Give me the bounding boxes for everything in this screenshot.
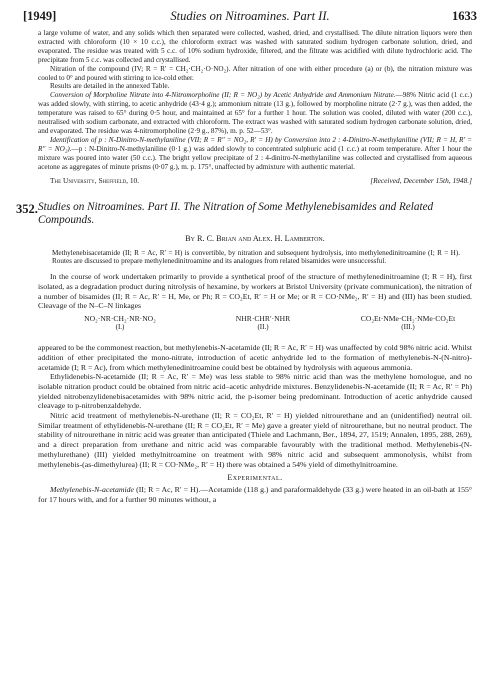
- nitration-paragraph: Nitration of the compound (IV; R = R′ = CH₂·CH₂·O·NO₂). After nitration of one with either procedure (a) or (b), the nitration mixture was cooled to 0° and poured with stirring to ice-cold ether.: [38, 64, 472, 82]
- formula-ii-label: (II.): [257, 323, 269, 332]
- experimental-text: (II; R = Ac, R′ = H).—Acetamide (118 g.) and paraformaldehyde (33 g.) were heated in an oil-bath at 155° for 17 hours with, and for a further 90 minutes without, a: [38, 485, 472, 504]
- article-title-block: [16, 200, 472, 228]
- experimental-compound: Methylenebis-N-acetamide: [50, 485, 134, 495]
- intro-paragraph: a large volume of water, and any solids which then separated were collected, washed, dried, and crystallised. The dilute nitration liquors were then extracted with chloroform (10 × 10 c.c.), the chloroform extract was washed with saturated sodium hydrogen carbonate solution, dried, and evaporated. The residue was treated with 5 c.c. of 10% sodium hydroxide, filtered, and the filtrate was acidified with dilute hydrochloric acid. The precipitate from 5 c.c. was collected and crystallised.: [38, 29, 472, 64]
- page-number: 1633: [452, 9, 477, 23]
- formula-i: [60, 314, 180, 332]
- formula-iii-label: (III.): [401, 323, 415, 332]
- formula-i-label: (I.): [115, 323, 125, 332]
- formula-iii-text: CO₂Et·NMe·CH₂·NMe·CO₂Et: [360, 314, 456, 324]
- received-date: [Received, December 15th, 1948.]: [370, 175, 472, 185]
- page-body: [16, 29, 473, 505]
- experimental-paragraph: [38, 485, 472, 504]
- identification-text: —p : N-Dinitro-N-methylaniline (0·1 g.) was added slowly to concentrated sulphuric acid (1 c.c.) at room temperature. After 1 hour the mixture was poured into water (50 c.c.). The bright yellow precipitate of 2 : 4-dinitro-N-methylaniline was collected and crystallised from aqueous acetone as aggregates of minute prisms (0·07 g.), m. p. 175°, unaffected by admixture with authentic material.: [38, 144, 472, 171]
- formula-i-text: NO₂·NR·CH₂·NR·NO₂: [84, 314, 156, 324]
- body-paragraph-4: Nitric acid treatment of methylenebis-N-urethane (II; R = CO₂Et, R′ = H) yielded nitrourethane and an (unidentified) neutral oil. Similar treatment of ethylidenebis-N-urethane (II; R = CO₂Et, R′ = Me) gave a greater yield of nitrourethane, but no neutral product. The stability of nitrourethane in nitric acid was greater than anticipated (Thiele and Lachmann, Ber., 1894, 27, 1519; Annalen, 1895, 288, 269), and a direct preparation from urethane and nitric acid was comparable favourably with the traditional method. Methylenebis-(N-methylurethane) (III) yielded methylnitroamine on treatment with 98% nitric acid and subsequent ammonolysis, whilst from methylenebis-(as-dimethylurea) (II; R = CO·NMe₂, R′ = H) there was obtained a 54% yield of dimethylnitroamine.: [38, 411, 472, 469]
- morpholine-paragraph: [38, 91, 472, 136]
- morpholine-heading: Conversion of Morpholine Nitrate into 4-Nitromorpholine (II; R = NO₂) by Acetic Anhydride and Ammonium Nitrate.: [50, 91, 396, 100]
- article-authors: By R. C. Brian and Alex. H. Lamberton.: [185, 233, 325, 243]
- running-title: Studies on Nitroamines. Part II.: [170, 9, 330, 23]
- morpholine-text: —98% Nitric acid (1 c.c.) was added slowly, with stirring, to acetic anhydride (43·4 g.); ammonium nitrate (13 g.), followed by morpholine nitrate (2·7 g.), was then added, the temperature was raised to 65° during 0·5 hour, and maintained at 65° for a further 1 hour. The solution was cooled, diluted with water (200 c.c.), neutralised with sodium carbonate, and extracted with chloroform. The extract was washed with saturated sodium hydrogen carbonate solution, dried, and evaporated. The residue was 4-nitromorpholine (2·9 g., 87%), m. p. 52—53°.: [38, 91, 473, 135]
- article-title: Studies on Nitroamines. Part II. The Nitration of Some Methylenebisamides and Related Compounds.: [38, 200, 434, 226]
- institution: The University, Sheffield, 10.: [50, 175, 140, 185]
- page-header: [23, 9, 477, 25]
- identification-paragraph: [38, 136, 472, 172]
- body-paragraph-3: Ethylidenebis-N-acetamide (II; R = Ac, R′ = Me) was less stable to 98% nitric acid than was the methylene homologue, and no isolable nitration product could be obtained from nitric acid–acetic anhydride mixtures. Benzylidenebis-N-acetamide (II; R = Ac, R′ = Ph) yielded nitrobenzylidenebisacetamides with 98% nitric acid, the p-isomer being predominant. Introduction of acetic anhydride caused cleavage to p-nitrobenzaldehyde.: [38, 372, 472, 411]
- affiliation-line: [38, 176, 472, 186]
- formula-row: [38, 314, 472, 342]
- body-paragraph-2: appeared to be the commonest reaction, but methylenebis-N-acetamide (II; R = Ac, R′ = H) was unaffected by cold 98% nitric acid. Whilst addition of ether precipitated the mono-nitrate, introduction of acetic anhydride led to the formation of methylenebis-N-(N-nitro)-acetamide (I; R = Ac), from which methylenedinitroamine could best be obtained by hydrolysis with aqueous ammonia.: [38, 343, 472, 372]
- abstract: Methylenebisacetamide (II; R = Ac, R′ = H) is convertible, by nitration and subsequent hydrolysis, into methylenedinitroamine (I; R = H). Routes are discussed to prepare methylenedinitroamine and its analogues from related bisamides were unsuccessful.: [52, 248, 460, 266]
- body-paragraph-1: In the course of work undertaken primarily to provide a synthetical proof of the structure of methylenedinitroamine (I; R = H), first isolated, as a degradation product during nitrolysis of hexamine, by workers at Bristol University (private communication), the nitration of a number of bisamides (II; R = Ac, R′ = H, Me, or Ph; R = CO₂Et, R′ = H or Me; or R = CO·NMe₂, R′ = H) and (III) has been studied. Cleavage of the N–C–N linkages: [38, 272, 472, 311]
- section-heading: Experimental.: [227, 473, 283, 483]
- formula-ii: [213, 314, 313, 332]
- journal-year: [1949]: [23, 9, 57, 23]
- identification-heading: Identification of p : N-Dinitro-N-methylaniline (VII; R = R″ = NO₂, R′ = H) by Conversion into 2 : 4-Dinitro-N-methylaniline (VII; R = H, R′ = R″ = NO₂).: [38, 135, 472, 153]
- formula-ii-text: NHR·CHR′·NHR: [235, 314, 291, 324]
- formula-iii: [338, 314, 478, 332]
- article-number: 352.: [16, 201, 38, 216]
- results-line: Results are detailed in the annexed Table.: [50, 82, 170, 91]
